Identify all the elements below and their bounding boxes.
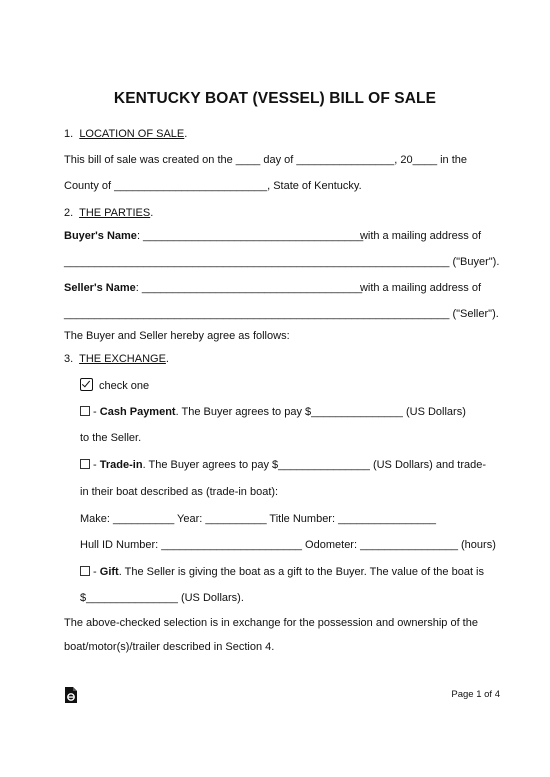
- buyer-name-blank: : ____________________________________: [136, 230, 364, 242]
- section-2-heading: 2. THE PARTIES.: [64, 207, 154, 219]
- checked-checkbox-icon: [80, 378, 93, 391]
- section-1-line-2: County of _________________________, State of Kentucky.: [64, 180, 362, 192]
- seller-address-label: with a mailing address of: [359, 282, 481, 294]
- section-1-title: LOCATION OF SALE: [79, 128, 185, 140]
- closing-line-2: boat/motor(s)/trailer described in Section 4.: [64, 641, 275, 653]
- gift-label: Gift: [99, 566, 119, 578]
- cash-payment-checkbox[interactable]: [80, 406, 90, 416]
- document-title: KENTUCKY BOAT (VESSEL) BILL OF SALE: [113, 90, 437, 107]
- check-one-instruction: [80, 378, 149, 392]
- trade-in-boat-details: Make: __________ Year: __________ Title Number: ________________: [80, 513, 436, 525]
- trade-in-label: Trade-in: [99, 459, 143, 471]
- trade-in-checkbox[interactable]: [80, 459, 90, 469]
- trade-in-line-2: in their boat described as (trade-in boat):: [80, 486, 279, 498]
- agreement-statement: The Buyer and Seller hereby agree as follows:: [64, 330, 290, 342]
- buyer-address-line: _______________________________________________________________ ("Buyer").: [64, 256, 500, 268]
- gift-text: . The Seller is giving the boat as a gift to the Buyer. The value of the boat is: [118, 566, 484, 578]
- trade-dash: -: [90, 459, 100, 471]
- cash-payment-option: [80, 406, 466, 418]
- buyer-name-label: Buyer's Name: [64, 230, 137, 242]
- cash-payment-label: Cash Payment: [99, 406, 176, 418]
- gift-line-2: $_______________ (US Dollars).: [80, 592, 244, 604]
- gift-option: [80, 566, 484, 578]
- seller-name-label: Seller's Name: [64, 282, 136, 294]
- seller-name-blank: : ____________________________________: [135, 282, 363, 294]
- gift-dash: -: [90, 566, 100, 578]
- cash-dash: -: [90, 406, 100, 418]
- gift-checkbox[interactable]: [80, 566, 90, 576]
- seller-address-line: _______________________________________________________________ ("Seller").: [64, 308, 499, 320]
- section-3-heading: 3. THE EXCHANGE.: [64, 353, 169, 365]
- closing-line-1: The above-checked selection is in exchange for the possession and ownership of the: [64, 617, 478, 629]
- trade-in-hull-odometer: Hull ID Number: _______________________ Odometer: ________________ (hours): [80, 539, 496, 551]
- cash-payment-line-2: to the Seller.: [80, 432, 142, 444]
- trade-in-option: [80, 459, 486, 471]
- buyer-address-label: with a mailing address of: [359, 230, 481, 242]
- trade-in-text: . The Buyer agrees to pay $_______________ (US Dollars) and trade-: [142, 459, 487, 471]
- buyer-name-line: [64, 230, 363, 242]
- section-1-heading: 1. LOCATION OF SALE.: [64, 128, 188, 140]
- section-1-line-1: This bill of sale was created on the ____ day of ________________, 20____ in the: [64, 154, 468, 166]
- seller-name-line: [64, 282, 362, 294]
- check-one-text: check one: [99, 380, 150, 392]
- section-3-number: 3.: [64, 353, 74, 365]
- section-1-number: 1.: [64, 128, 74, 140]
- section-2-title: THE PARTIES: [79, 207, 151, 219]
- section-2-number: 2.: [64, 207, 74, 219]
- page-number: Page 1 of 4: [451, 689, 500, 700]
- section-3-title: THE EXCHANGE: [79, 353, 166, 365]
- cash-payment-text: . The Buyer agrees to pay $_______________ (US Dollars): [175, 406, 466, 418]
- document-logo-icon: [64, 686, 78, 704]
